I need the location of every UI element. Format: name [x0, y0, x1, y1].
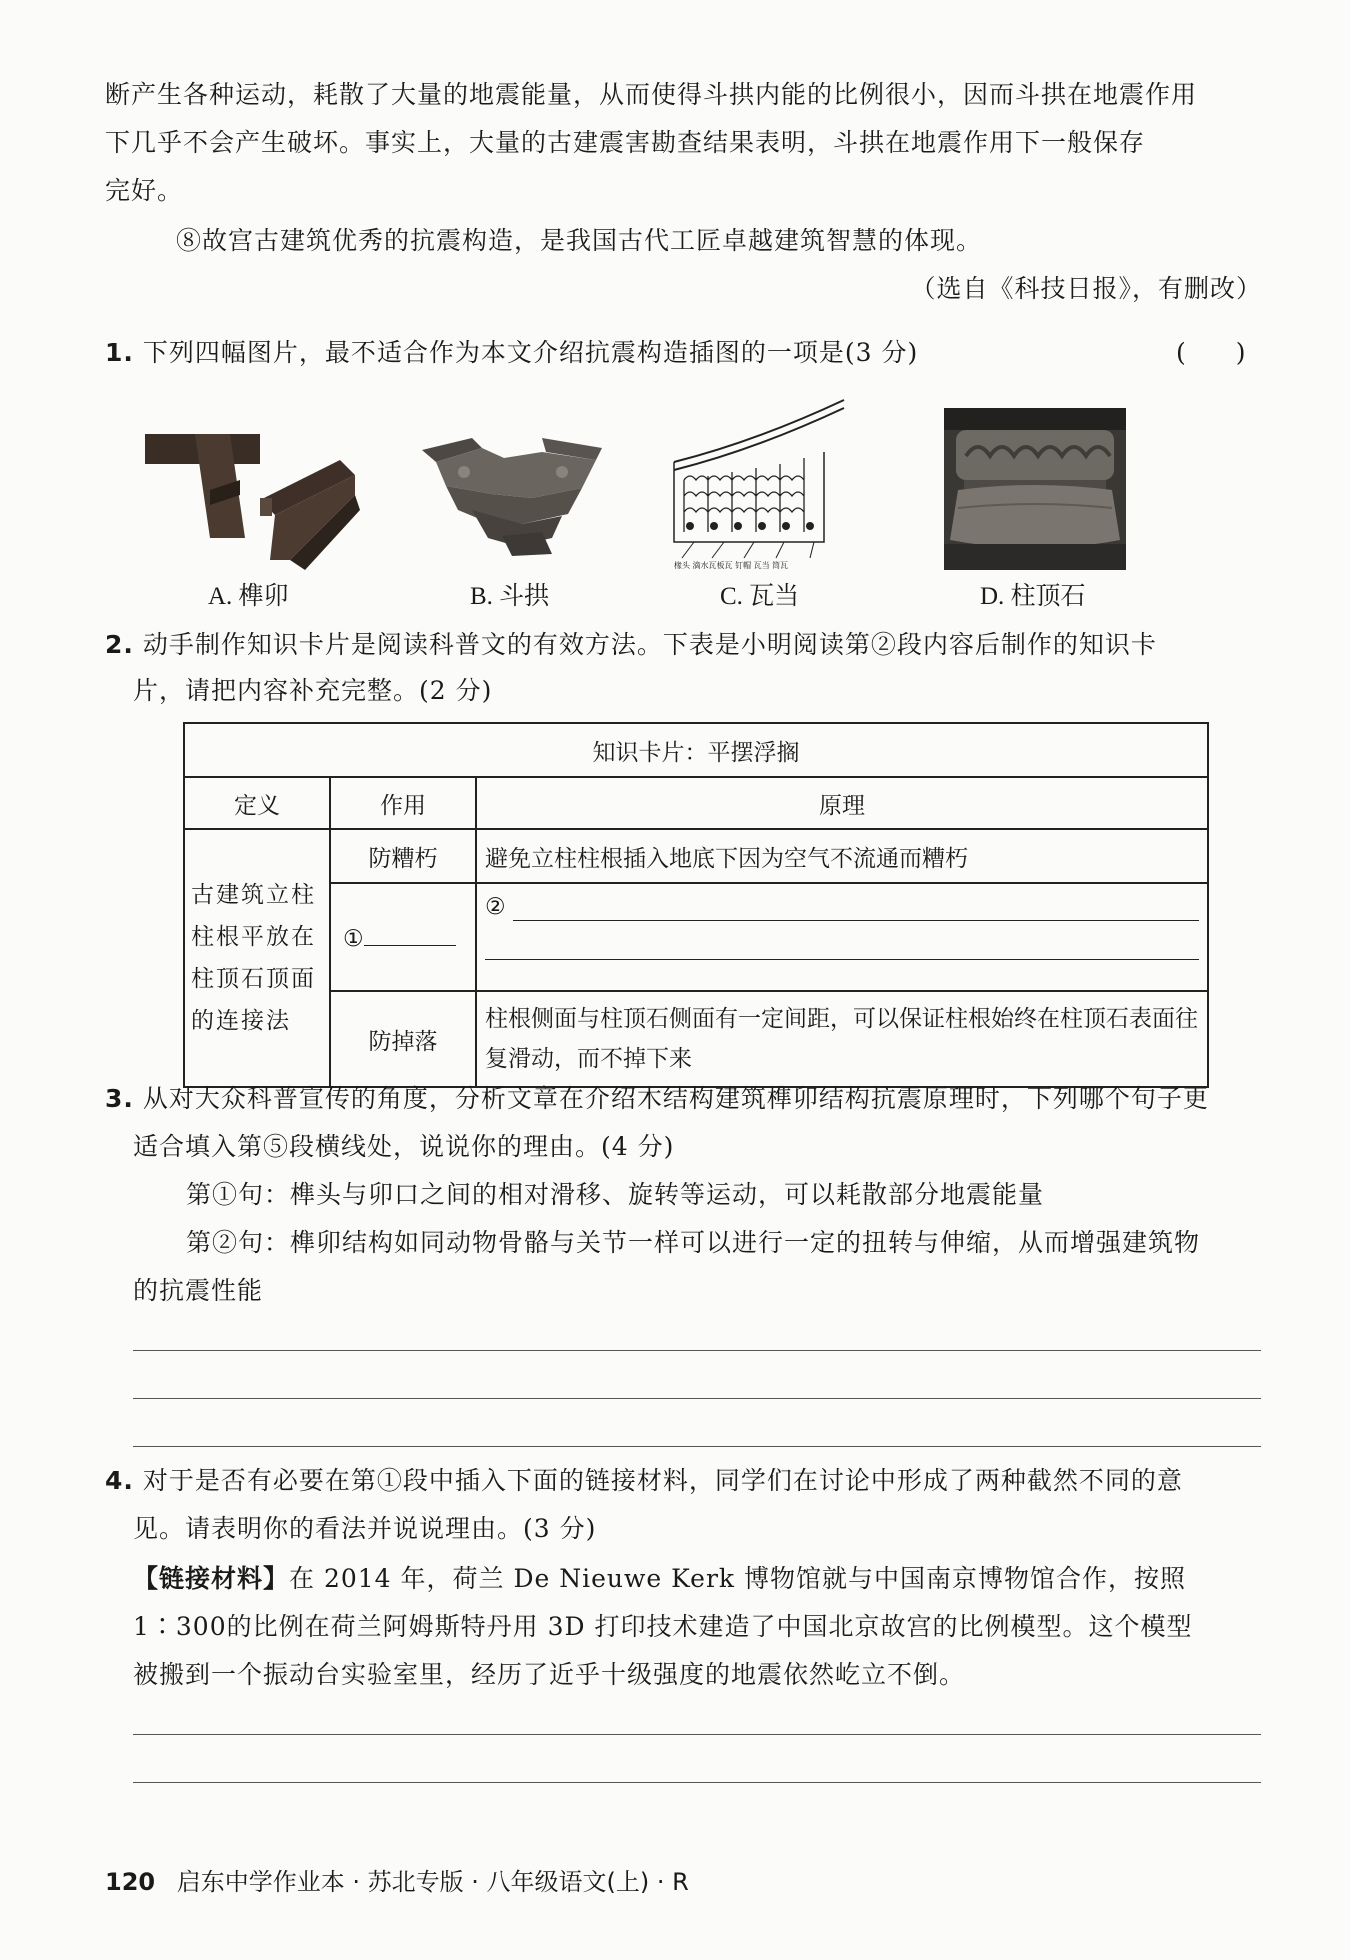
column-base-stone-image	[944, 408, 1126, 570]
knowledge-card-table	[183, 722, 1209, 1088]
question-1	[105, 336, 918, 370]
paragraph-line: 下几乎不会产生破坏。事实上，大量的古建震害勘查结果表明，斗拱在地震作用下一般保存	[105, 128, 1146, 157]
answer-line[interactable]	[133, 1446, 1261, 1447]
option-d-caption: D. 柱顶石	[980, 583, 1086, 610]
question-text-continued: 适合填入第⑤段横线处，说说你的理由。(4 分)	[133, 1132, 675, 1161]
answer-blank-2-line2[interactable]	[485, 921, 1199, 960]
page-footer	[105, 1862, 689, 1897]
option-c-caption: C. 瓦当	[720, 583, 800, 610]
function-cell: 防掉落	[330, 991, 476, 1087]
question-number: 1.	[105, 338, 134, 367]
source-note: （选自《科技日报》，有删改）	[910, 274, 1262, 303]
question-number: 4.	[105, 1466, 134, 1495]
book-title: 启东中学作业本 · 苏北专版 · 八年级语文(上) · R	[176, 1868, 689, 1896]
question-text-continued: 片，请把内容补充完整。(2 分)	[133, 676, 493, 705]
question-number: 3.	[105, 1084, 134, 1113]
dougong-image	[412, 428, 612, 558]
roof-tile-drawing	[664, 392, 854, 572]
blank-marker: ②	[485, 894, 506, 920]
answer-line[interactable]	[133, 1350, 1261, 1351]
answer-line[interactable]	[133, 1398, 1261, 1399]
question-2	[105, 628, 1157, 662]
sentence-option-2: 第②句：榫卯结构如同动物骨骼与关节一样可以进行一定的扭转与伸缩，从而增强建筑物	[186, 1228, 1201, 1257]
question-text: 从对大众科普宣传的角度，分析文章在介绍木结构建筑榫卯结构抗震原理时，下列哪个句子更	[142, 1084, 1209, 1113]
answer-bracket: ( )	[1176, 338, 1246, 367]
blank-marker: ①	[343, 925, 364, 952]
answer-blank-2-line1[interactable]	[513, 900, 1199, 921]
principle-blank-cell	[476, 883, 1208, 991]
header-definition: 定义	[184, 777, 330, 829]
link-material-label: 【链接材料】	[133, 1564, 290, 1593]
question-4	[105, 1464, 1183, 1498]
link-material	[133, 1562, 1186, 1596]
tile-caption: 椽头 滴水瓦板瓦 钉帽 瓦当 筒瓦	[674, 561, 789, 570]
principle-cell: 避免立柱柱根插入地底下因为空气不流通而糟朽	[476, 829, 1208, 883]
function-blank-cell	[330, 883, 476, 991]
answer-line[interactable]	[133, 1782, 1261, 1783]
link-material-line: 1∶300的比例在荷兰阿姆斯特丹用 3D 打印技术建造了中国北京故宫的比例模型。这个模型	[133, 1612, 1193, 1641]
paragraph-line: 断产生各种运动，耗散了大量的地震能量，从而使得斗拱内能的比例很小，因而斗拱在地震作用	[105, 80, 1198, 109]
function-cell: 防糟朽	[330, 829, 476, 883]
sentence-option-1: 第①句：榫头与卯口之间的相对滑移、旋转等运动，可以耗散部分地震能量	[186, 1180, 1045, 1209]
sentence-option-2-continued: 的抗震性能	[133, 1276, 264, 1305]
paragraph-line: 完好。	[105, 176, 184, 205]
card-title: 知识卡片：平摆浮搁	[184, 723, 1208, 777]
question-3	[105, 1082, 1209, 1116]
link-material-text: 在 2014 年，荷兰 De Nieuwe Kerk 博物馆就与中国南京博物馆合作，按照	[289, 1564, 1187, 1593]
option-a-caption: A. 榫卯	[208, 583, 289, 610]
header-principle: 原理	[476, 777, 1208, 829]
header-function: 作用	[330, 777, 476, 829]
principle-cell: 柱根侧面与柱顶石侧面有一定间距，可以保证柱根始终在柱顶石表面往复滑动，而不掉下来	[476, 991, 1208, 1087]
page-number: 120	[105, 1868, 156, 1896]
question-text: 对于是否有必要在第①段中插入下面的链接材料，同学们在讨论中形成了两种截然不同的意	[142, 1466, 1183, 1495]
question-text: 下列四幅图片，最不适合作为本文介绍抗震构造插图的一项是(3 分)	[142, 338, 919, 367]
question-text: 动手制作知识卡片是阅读科普文的有效方法。下表是小明阅读第②段内容后制作的知识卡	[142, 630, 1157, 659]
link-material-line: 被搬到一个振动台实验室里，经历了近乎十级强度的地震依然屹立不倒。	[133, 1660, 966, 1689]
answer-blank-1[interactable]	[364, 923, 456, 946]
mortise-tenon-image	[140, 420, 360, 570]
option-b-caption: B. 斗拱	[470, 583, 550, 610]
answer-line[interactable]	[133, 1734, 1261, 1735]
question-text-continued: 见。请表明你的看法并说说理由。(3 分)	[133, 1514, 597, 1543]
question-number: 2.	[105, 630, 134, 659]
paragraph-8: ⑧故宫古建筑优秀的抗震构造，是我国古代工匠卓越建筑智慧的体现。	[176, 226, 983, 255]
definition-cell: 古建筑立柱柱根平放在柱顶石顶面的连接法	[184, 829, 330, 1087]
